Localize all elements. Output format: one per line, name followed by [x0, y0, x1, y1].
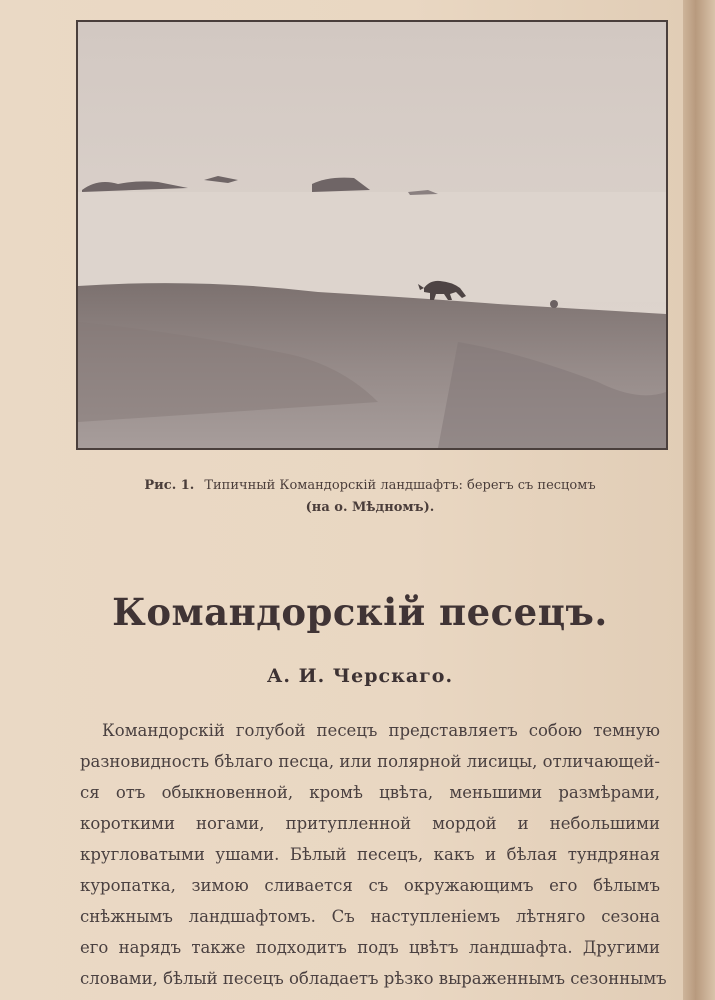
body-line: куропатка, зимою сливается съ окружающимъ его бѣлымъ [80, 876, 660, 895]
figure-number: Рис. 1. [144, 478, 195, 493]
article-title: Командорскій песецъ. [112, 590, 608, 634]
body-line: снѣжнымъ ландшафтомъ. Съ наступленіемъ лѣтняго сезона [80, 907, 660, 926]
landscape-photo [78, 22, 666, 448]
body-line: ся отъ обыкновенной, кромѣ цвѣта, меньшими размѣрами, [80, 783, 660, 802]
figure-photo [76, 20, 668, 450]
body-line: словами, бѣлый песецъ обладаетъ рѣзко выраженнымъ сезоннымъ [80, 969, 667, 988]
body-line: разновидность бѣлаго песца, или полярной лисицы, отличающей- [80, 752, 660, 771]
article-author: А. И. Черскаго. [266, 665, 454, 687]
article-body [80, 715, 667, 994]
body-line: его нарядъ также подходитъ подъ цвѣтъ ландшафта. Другими [80, 938, 660, 957]
figure-caption [100, 475, 640, 519]
caption-line-1: Типичный Командорскій ландшафтъ: берегъ съ песцомъ [204, 478, 596, 493]
body-line: кругловатыми ушами. Бѣлый песецъ, какъ и бѣлая тундряная [80, 845, 660, 864]
book-spine [683, 0, 715, 1000]
caption-line-2: (на о. Мѣдномъ). [305, 500, 435, 515]
body-line: короткими ногами, притупленной мордой и небольшими [80, 814, 660, 833]
body-line: Командорскій голубой песецъ представляетъ собою темную [102, 721, 660, 740]
rock [550, 300, 558, 308]
